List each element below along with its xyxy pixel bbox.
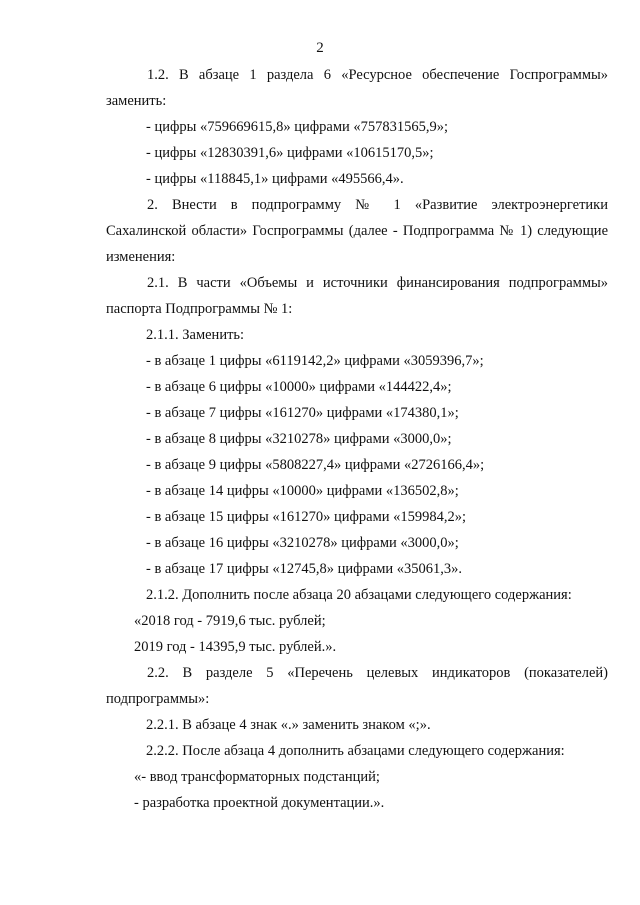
list-item: - цифры «118845,1» цифрами «495566,4». [146, 171, 404, 187]
paragraph-1-2: 1.2. В абзаце 1 раздела 6 «Ресурсное обеспечение Госпрограммы» заменить: [106, 67, 608, 109]
document-body [106, 62, 608, 816]
list-item: - в абзаце 17 цифры «12745,8» цифрами «35061,3». [146, 561, 463, 577]
list-item: - в абзаце 15 цифры «161270» цифрами «159984,2»; [146, 509, 467, 525]
list-item: - цифры «12830391,6» цифрами «10615170,5»; [146, 145, 434, 161]
page-number: 2 [316, 40, 324, 56]
list-item: - в абзаце 16 цифры «3210278» цифрами «3000,0»; [146, 535, 459, 551]
paragraph-2-2-1: 2.2.1. В абзаце 4 знак «.» заменить знаком «;». [146, 717, 431, 733]
list-item: - цифры «759669615,8» цифрами «757831565,9»; [146, 119, 449, 135]
list-item: - в абзаце 14 цифры «10000» цифрами «136502,8»; [146, 483, 459, 499]
paragraph-2-1-2: 2.1.2. Дополнить после абзаца 20 абзацами следующего содержания: [146, 587, 572, 603]
list-item: - в абзаце 1 цифры «6119142,2» цифрами «3059396,7»; [146, 353, 484, 369]
list-item: - в абзаце 8 цифры «3210278» цифрами «3000,0»; [146, 431, 452, 447]
quoted-line: «- ввод трансформаторных подстанций; [134, 769, 380, 785]
paragraph-2-2-2: 2.2.2. После абзаца 4 дополнить абзацами следующего содержания: [146, 743, 565, 759]
paragraph-2: 2. Внести в подпрограмму № 1 «Развитие электроэнергетики Сахалинской области» Госпрограммы (далее - Подпрограмма № 1) следующие изменения: [106, 197, 608, 265]
list-item: - в абзаце 7 цифры «161270» цифрами «174380,1»; [146, 405, 459, 421]
paragraph-2-1: 2.1. В части «Объемы и источники финансирования подпрограммы» паспорта Подпрограммы № 1: [106, 275, 608, 317]
list-item: - в абзаце 9 цифры «5808227,4» цифрами «2726166,4»; [146, 457, 485, 473]
paragraph-2-2: 2.2. В разделе 5 «Перечень целевых индикаторов (показателей) подпрограммы»: [106, 665, 608, 707]
quoted-line: - разработка проектной документации.». [134, 795, 385, 811]
quoted-line: 2019 год - 14395,9 тыс. рублей.». [134, 639, 337, 655]
list-item: - в абзаце 6 цифры «10000» цифрами «144422,4»; [146, 379, 452, 395]
paragraph-2-1-1: 2.1.1. Заменить: [146, 327, 245, 343]
quoted-line: «2018 год - 7919,6 тыс. рублей; [134, 613, 326, 629]
